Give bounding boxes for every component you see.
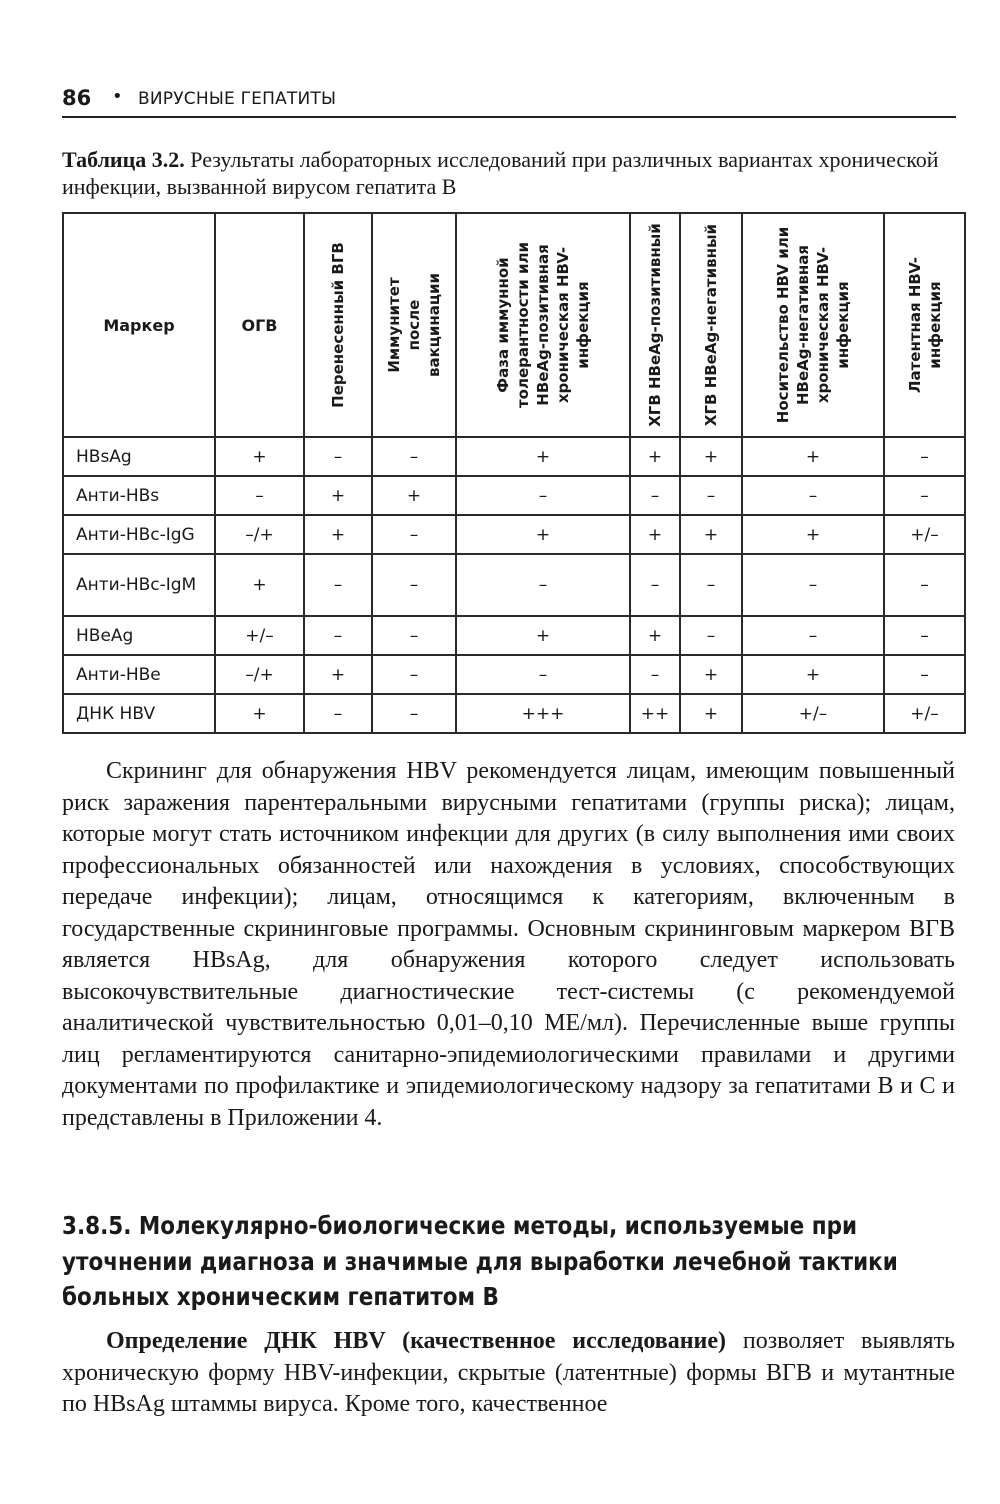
table-row xyxy=(63,476,965,515)
table-cell: – xyxy=(304,616,372,655)
table-cell: – xyxy=(372,694,456,733)
table-cell: – xyxy=(742,616,884,655)
running-header xyxy=(62,82,956,118)
marker-cell: Анти-HBc-IgM xyxy=(63,554,215,616)
table-row xyxy=(63,515,965,554)
marker-cell: Анти-HBe xyxy=(63,655,215,694)
marker-cell: HBsAg xyxy=(63,437,215,476)
table-cell: –/+ xyxy=(215,655,304,694)
table-cell: – xyxy=(456,476,630,515)
table-cell: + xyxy=(680,694,742,733)
table-cell: + xyxy=(215,554,304,616)
table-row xyxy=(63,437,965,476)
table-cell: +/– xyxy=(742,694,884,733)
screening-paragraph: Скрининг для обнаружения HBV рекомендуется лицам, имеющим повышенный риск заражения парентеральными вирусными гепатитами (группы риска); лицам, которые могут стать источником инфекции для других (в силу выполнения ими своих профессиональных обязанностей или нахождения в условиях, способствующих передаче инфекции); лицам, относящимся к категориям, включенным в государственные скрининговые программы. Основным скрининговым маркером ВГВ является HBsAg, для обнаружения которого следует использовать высокочувствительные диагностические тест-системы (с рекомендуемой аналитической чувствительностью 0,01–0,10 МЕ/мл). Перечисленные выше группы лиц регламентируются санитарно-эпидемиологическими правилами и другими документами по профилактике и эпидемиологическому надзору за гепатитами В и С и представлены в Приложении 4. xyxy=(62,758,955,1131)
running-title: ВИРУСНЫЕ ГЕПАТИТЫ xyxy=(138,89,337,109)
table-cell: – xyxy=(680,554,742,616)
table-cell: + xyxy=(456,515,630,554)
column-header: ОГВ xyxy=(215,213,304,437)
table-cell: – xyxy=(456,655,630,694)
table-cell: + xyxy=(215,694,304,733)
table-cell: +/– xyxy=(884,515,965,554)
column-header: ХГВ HBeAg-позитивный xyxy=(630,213,680,437)
table-cell: + xyxy=(304,515,372,554)
table-caption xyxy=(62,146,958,200)
header-bullet: • xyxy=(112,86,123,107)
table-row xyxy=(63,554,965,616)
table-cell: – xyxy=(304,554,372,616)
column-header: Иммунитет после вакцинации xyxy=(372,213,456,437)
lab-results-table xyxy=(62,212,966,734)
table-cell: + xyxy=(742,437,884,476)
table-cell: –/+ xyxy=(215,515,304,554)
dna-paragraph-lead: Определение ДНК HBV (качественное исследование) xyxy=(106,1328,727,1354)
column-header: ХГВ HBeAg-негативный xyxy=(680,213,742,437)
column-header: Маркер xyxy=(63,213,215,437)
dna-paragraph-text: позволяет выявлять хроническую форму HBV-инфекции, скрытые (латентные) формы ВГВ и мутантные по HBsAg штаммы вируса. Кроме того, качественное xyxy=(62,1328,955,1417)
table-cell: – xyxy=(742,554,884,616)
table-cell: – xyxy=(304,694,372,733)
table-cell: +/– xyxy=(215,616,304,655)
table-cell: + xyxy=(215,437,304,476)
table-cell: + xyxy=(680,437,742,476)
table-cell: – xyxy=(742,476,884,515)
table-row xyxy=(63,655,965,694)
table-cell: + xyxy=(630,437,680,476)
table-row xyxy=(63,694,965,733)
table-cell: – xyxy=(884,437,965,476)
table-cell: + xyxy=(456,437,630,476)
table-cell: + xyxy=(304,476,372,515)
table-cell: + xyxy=(630,515,680,554)
table-cell: + xyxy=(742,515,884,554)
table-cell: – xyxy=(680,476,742,515)
dna-paragraph xyxy=(62,1326,955,1421)
table-header-row xyxy=(63,213,965,437)
table-cell: – xyxy=(884,616,965,655)
table-cell: – xyxy=(884,476,965,515)
section-heading: 3.8.5. Молекулярно-биологические методы, используемые при уточнении диагноза и значимые для выработки лечебной тактики больных хроническим гепатитом В xyxy=(62,1211,898,1311)
column-header: Фаза иммунной толерантности или HBeAg-позитивная хроническая HBV-инфекция xyxy=(456,213,630,437)
table-cell: – xyxy=(630,476,680,515)
table-cell: – xyxy=(372,554,456,616)
table-row xyxy=(63,616,965,655)
table-cell: + xyxy=(304,655,372,694)
table-cell: – xyxy=(372,655,456,694)
table-cell: – xyxy=(304,437,372,476)
table-cell: – xyxy=(884,554,965,616)
table-cell: – xyxy=(215,476,304,515)
table-cell: – xyxy=(372,616,456,655)
table-cell: – xyxy=(884,655,965,694)
table-cell: – xyxy=(630,655,680,694)
marker-cell: Анти-HBc-IgG xyxy=(63,515,215,554)
table-cell: + xyxy=(630,616,680,655)
table-cell: – xyxy=(372,437,456,476)
table-cell: ++ xyxy=(630,694,680,733)
table-caption-label: Таблица 3.2. xyxy=(62,147,185,172)
table-cell: + xyxy=(372,476,456,515)
column-header: Перенесенный ВГВ xyxy=(304,213,372,437)
marker-cell: Анти-HBs xyxy=(63,476,215,515)
table-cell: +/– xyxy=(884,694,965,733)
table-cell: – xyxy=(680,616,742,655)
table-cell: + xyxy=(456,616,630,655)
page-number: 86 xyxy=(62,86,92,110)
table-cell: + xyxy=(742,655,884,694)
table-cell: +++ xyxy=(456,694,630,733)
table-caption-text: Результаты лабораторных исследований при различных вариантах хронической инфекции, вызванной вирусом гепатита В xyxy=(62,147,939,199)
column-header: Носительство HBV или HBeAg-негативная хроническая HBV-инфекция xyxy=(742,213,884,437)
table-cell: – xyxy=(630,554,680,616)
table-cell: – xyxy=(456,554,630,616)
column-header: Латентная HBV-инфекция xyxy=(884,213,965,437)
table-cell: + xyxy=(680,655,742,694)
table-cell: – xyxy=(372,515,456,554)
marker-cell: HBeAg xyxy=(63,616,215,655)
table-cell: + xyxy=(680,515,742,554)
marker-cell: ДНК HBV xyxy=(63,694,215,733)
